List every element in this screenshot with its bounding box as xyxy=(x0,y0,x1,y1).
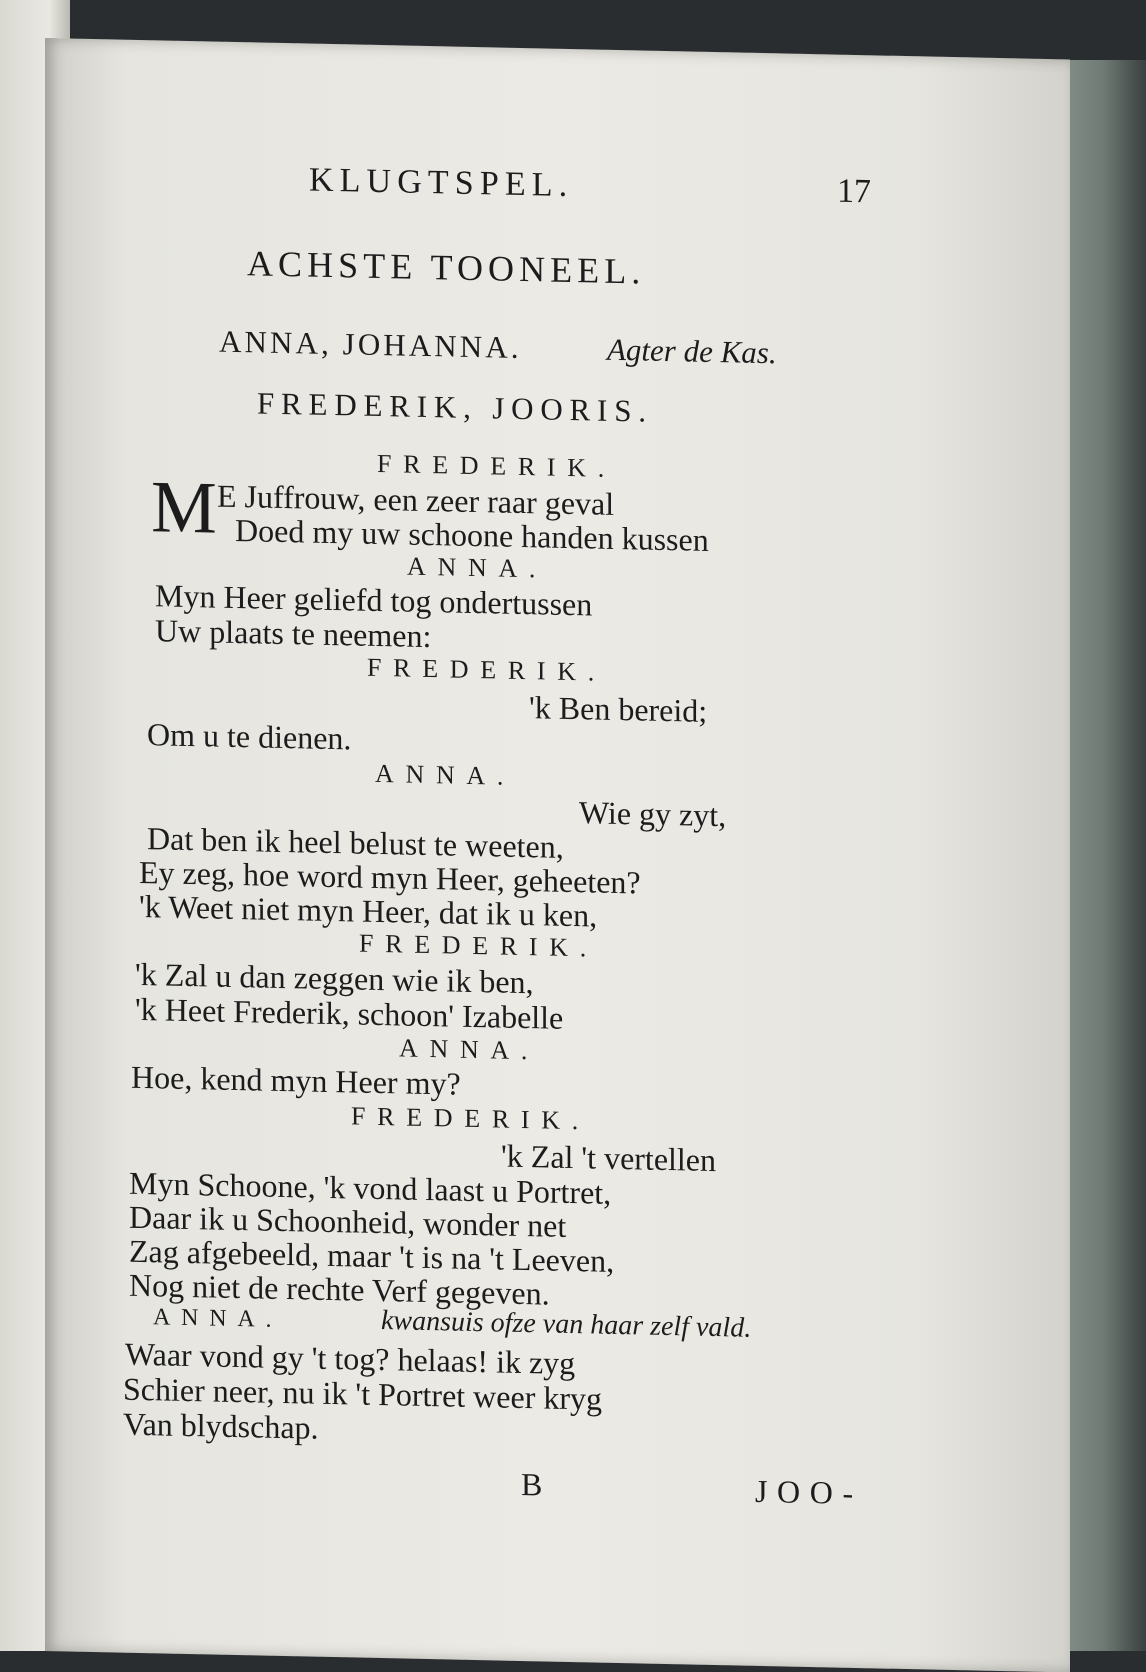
scene-title: ACHSTE TOONEEL. xyxy=(247,243,646,292)
verse-line: E Juffrouw, een zeer raar geval xyxy=(217,477,615,522)
verse-line: Zag afgebeeld, maar 't is na 't Leeven, xyxy=(129,1232,615,1279)
speaker-label: FREDERIK. xyxy=(359,928,598,963)
speaker-label: ANNA. xyxy=(407,551,548,584)
verse-line: Om u te dienen. xyxy=(147,716,352,757)
verse-line: Daar ik u Schoonheid, wonder net xyxy=(129,1198,567,1244)
verse-line: Nog niet de rechte Verf gegeven. xyxy=(129,1266,550,1312)
verse-line: 'k Zal 't vertellen xyxy=(501,1137,716,1179)
cast-stage-note: Agter de Kas. xyxy=(607,331,777,371)
stage-direction: kwansuis ofze van haar zelf vald. xyxy=(381,1305,752,1344)
verse-line: 'k Ben bereid; xyxy=(529,689,708,729)
catchword: JOO- xyxy=(755,1472,863,1512)
verse-line: Uw plaats te neemen: xyxy=(155,612,432,655)
verse-line: 'k Weet niet myn Heer, dat ik u ken, xyxy=(139,887,598,934)
verse-line: 'k Zal u dan zeggen wie ik ben, xyxy=(135,955,534,1001)
speaker-label: FREDERIK. xyxy=(351,1101,590,1136)
speaker-label: ANNA. xyxy=(153,1304,283,1333)
page-number: 17 xyxy=(837,172,871,211)
drop-capital: M xyxy=(151,466,217,550)
speaker-label: FREDERIK. xyxy=(377,448,616,483)
cast-line-1: ANNA, JOHANNA. xyxy=(219,323,522,365)
verse-line: Waar vond gy 't tog? helaas! ik zyg xyxy=(125,1335,576,1382)
speaker-label: FREDERIK. xyxy=(367,652,606,687)
verse-line: Schier neer, nu ik 't Portret weer kryg xyxy=(123,1370,602,1417)
verse-line: Hoe, kend myn Heer my? xyxy=(131,1058,461,1102)
verse-line: Dat ben ik heel belust te weeten, xyxy=(147,820,564,865)
verse-line: Wie gy zyt, xyxy=(579,794,727,834)
verse-line: Myn Schoone, 'k vond laast u Portret, xyxy=(129,1164,612,1211)
verse-line: 'k Heet Frederik, schoon' Izabelle xyxy=(135,990,564,1036)
verse-line: Doed my uw schoone handen kussen xyxy=(235,511,709,558)
cast-line-2: FREDERIK, JOORIS. xyxy=(257,385,653,429)
book-page xyxy=(45,38,1070,1672)
running-head: KLUGTSPEL. xyxy=(309,161,574,205)
verse-line: Ey zeg, hoe word myn Heer, geheeten? xyxy=(139,853,641,901)
verse-line: Van blydschap. xyxy=(123,1405,319,1446)
speaker-label: ANNA. xyxy=(399,1033,540,1066)
signature-mark: B xyxy=(521,1465,543,1503)
verse-line: Myn Heer geliefd tog ondertussen xyxy=(155,577,593,623)
speaker-label: ANNA. xyxy=(375,758,516,791)
